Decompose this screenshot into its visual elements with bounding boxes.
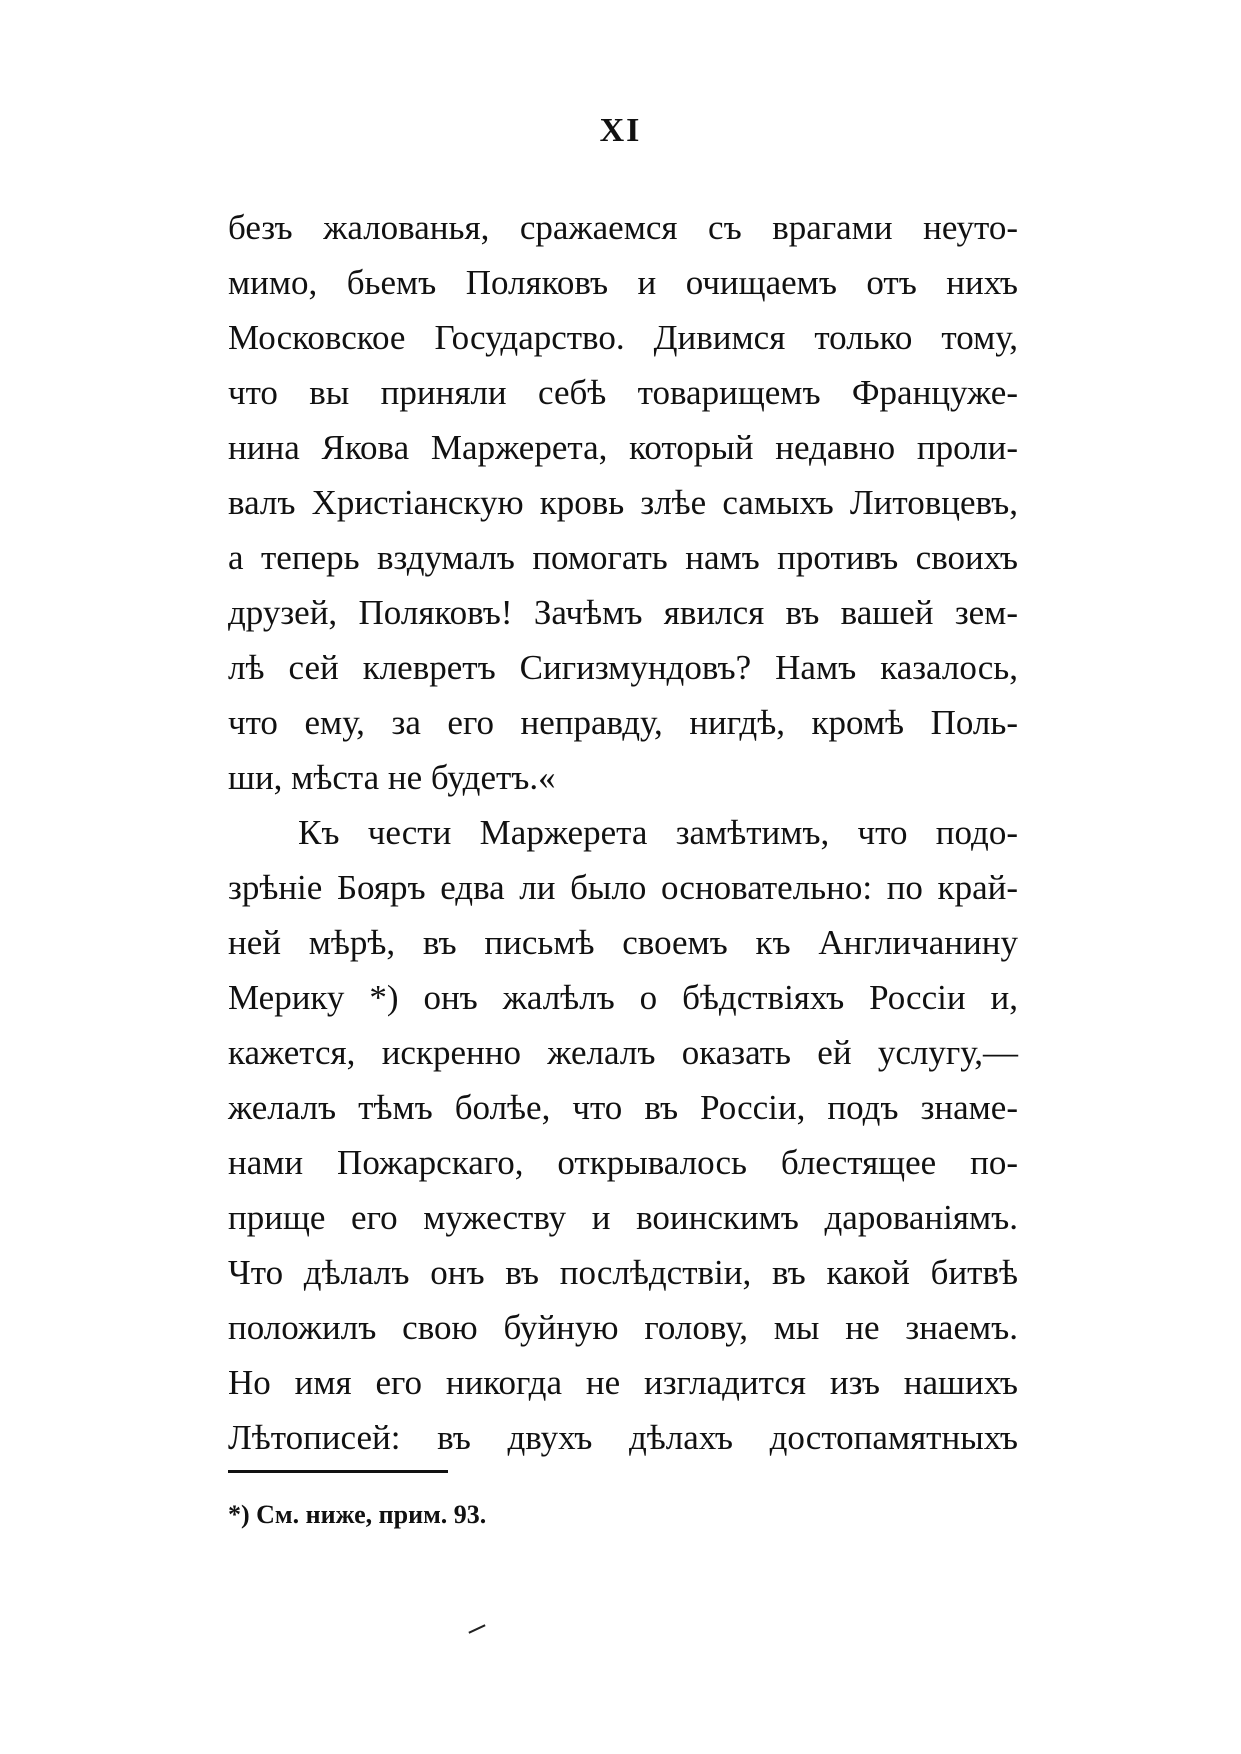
text-line: желалъ тѣмъ болѣе, что въ Россіи, подъ знаме- — [228, 1088, 1018, 1127]
text-line: зрѣніе Бояръ едва ли было основательно: по край- — [228, 868, 1018, 907]
text-line: Къ чести Маржерета замѣтимъ, что подо- — [298, 813, 1018, 852]
text-line: прище его мужеству и воинскимъ дарованіямъ. — [228, 1198, 1018, 1237]
footnote: *) См. ниже, прим. 93. — [228, 1500, 487, 1529]
paragraph-1 — [228, 200, 1018, 805]
text-line: Московское Государство. Дивимся только тому, — [228, 318, 1018, 357]
text-line: друзей, Поляковъ! Зачѣмъ явился въ вашей зем- — [228, 593, 1018, 632]
page-number: XI — [599, 112, 642, 149]
text-line: что ему, за его неправду, нигдѣ, кромѣ Поль- — [228, 703, 1018, 742]
text-line: безъ жалованья, сражаемся съ врагами неуто- — [228, 208, 1018, 247]
text-line: Что дѣлалъ онъ въ послѣдствіи, въ какой битвѣ — [228, 1253, 1018, 1292]
body-text — [228, 200, 1018, 1465]
text-line: Лѣтописей: въ двухъ дѣлахъ достопамятныхъ — [228, 1418, 1018, 1457]
text-line: что вы приняли себѣ товарищемъ Француже- — [228, 373, 1018, 412]
text-line: а теперь вздумалъ помогать намъ противъ своихъ — [228, 538, 1018, 577]
text-line: ши, мѣста не будетъ.« — [228, 758, 556, 797]
text-line: нина Якова Маржерета, который недавно проли- — [228, 428, 1018, 467]
text-line: Но имя его никогда не изгладится изъ нашихъ — [228, 1363, 1018, 1402]
text-line: лѣ сей клевретъ Сигизмундовъ? Намъ казалось, — [228, 648, 1018, 687]
text-line: кажется, искренно желалъ оказать ей услугу,— — [228, 1033, 1018, 1072]
paragraph-2 — [228, 805, 1018, 1465]
text-line: положилъ свою буйную голову, мы не знаемъ. — [228, 1308, 1018, 1347]
text-line: Мерику *) онъ жалѣлъ о бѣдствіяхъ Россіи и, — [228, 978, 1018, 1017]
text-line: валъ Христіанскую кровь злѣе самыхъ Литовцевъ, — [228, 483, 1018, 522]
ink-mark — [468, 1624, 485, 1633]
footnote-divider — [228, 1470, 448, 1473]
text-line: нами Пожарскаго, открывалось блестящее по- — [228, 1143, 1018, 1182]
text-line: ней мѣрѣ, въ письмѣ своемъ къ Англичанину — [228, 923, 1018, 962]
text-line: мимо, бьемъ Поляковъ и очищаемъ отъ нихъ — [228, 263, 1018, 302]
